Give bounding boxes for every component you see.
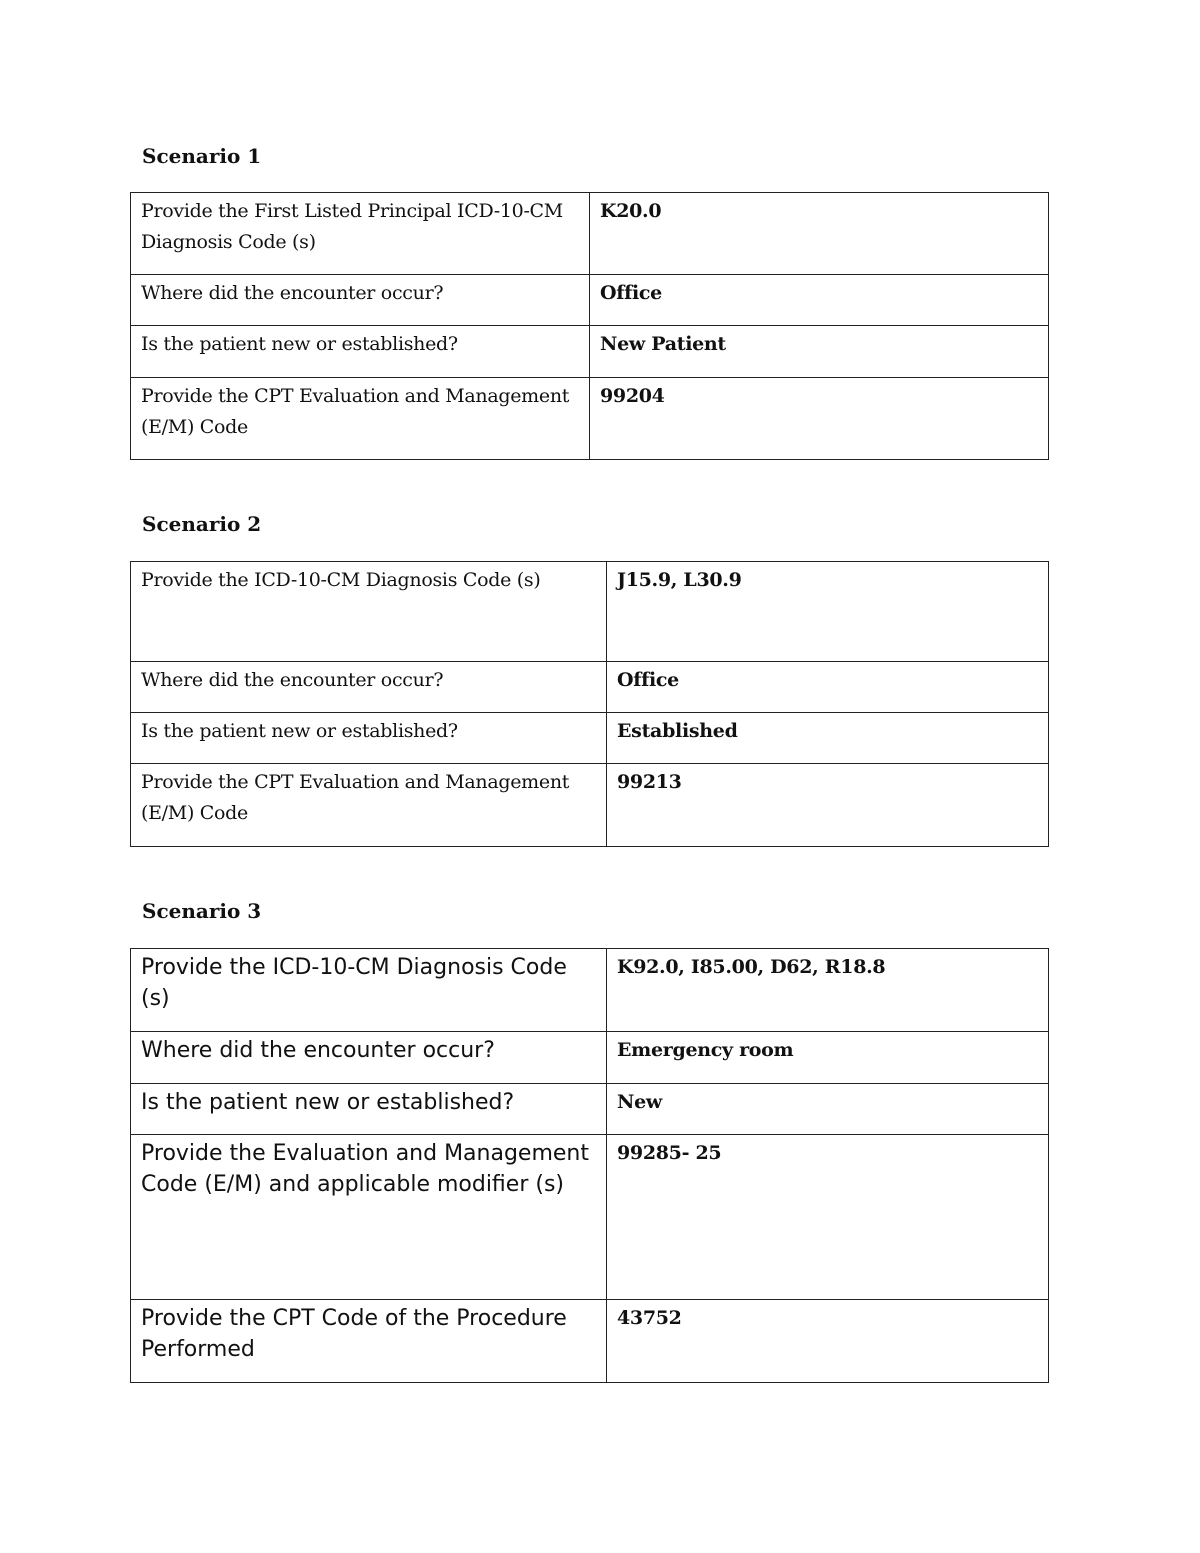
answer-cell: 99285- 25 xyxy=(607,1135,1049,1300)
answer-cell: 99204 xyxy=(590,378,1049,460)
question-cell: Is the patient new or established? xyxy=(131,1084,607,1135)
question-cell: Is the patient new or established? xyxy=(131,713,607,764)
question-cell: Provide the First Listed Principal ICD-10-CM Diagnosis Code (s) xyxy=(131,193,590,275)
answer-cell: Office xyxy=(607,662,1049,713)
table-row xyxy=(131,562,1049,662)
answer-cell: Emergency room xyxy=(607,1032,1049,1084)
question-cell: Where did the encounter occur? xyxy=(131,662,607,713)
question-cell: Provide the CPT Evaluation and Management (E/M) Code xyxy=(131,764,607,847)
scenario-1-table xyxy=(130,192,1049,460)
table-row xyxy=(131,662,1049,713)
question-cell: Where did the encounter occur? xyxy=(131,275,590,326)
answer-cell: J15.9, L30.9 xyxy=(607,562,1049,662)
scenario-3-heading: Scenario 3 xyxy=(142,899,262,923)
table-row xyxy=(131,764,1049,847)
table-row xyxy=(131,1135,1049,1300)
answer-cell: New Patient xyxy=(590,326,1049,378)
table-row xyxy=(131,949,1049,1032)
table-row xyxy=(131,1032,1049,1084)
answer-cell: 99213 xyxy=(607,764,1049,847)
question-cell: Provide the CPT Code of the Procedure Performed xyxy=(131,1300,607,1383)
answer-cell: New xyxy=(607,1084,1049,1135)
answer-cell: Established xyxy=(607,713,1049,764)
table-row xyxy=(131,275,1049,326)
scenario-1-heading: Scenario 1 xyxy=(142,144,262,168)
table-row xyxy=(131,193,1049,275)
table-row xyxy=(131,326,1049,378)
answer-cell: K20.0 xyxy=(590,193,1049,275)
scenario-2-heading: Scenario 2 xyxy=(142,512,262,536)
question-cell: Is the patient new or established? xyxy=(131,326,590,378)
table-row xyxy=(131,713,1049,764)
question-cell: Provide the ICD-10-CM Diagnosis Code (s) xyxy=(131,562,607,662)
question-cell: Where did the encounter occur? xyxy=(131,1032,607,1084)
table-row xyxy=(131,378,1049,460)
question-cell: Provide the CPT Evaluation and Management (E/M) Code xyxy=(131,378,590,460)
answer-cell: Office xyxy=(590,275,1049,326)
table-row xyxy=(131,1084,1049,1135)
table-row xyxy=(131,1300,1049,1383)
question-cell: Provide the Evaluation and Management Code (E/M) and applicable modifier (s) xyxy=(131,1135,607,1300)
scenario-2-table xyxy=(130,561,1049,847)
scenario-3-table xyxy=(130,948,1049,1383)
answer-cell: 43752 xyxy=(607,1300,1049,1383)
question-cell: Provide the ICD-10-CM Diagnosis Code (s) xyxy=(131,949,607,1032)
answer-cell: K92.0, I85.00, D62, R18.8 xyxy=(607,949,1049,1032)
